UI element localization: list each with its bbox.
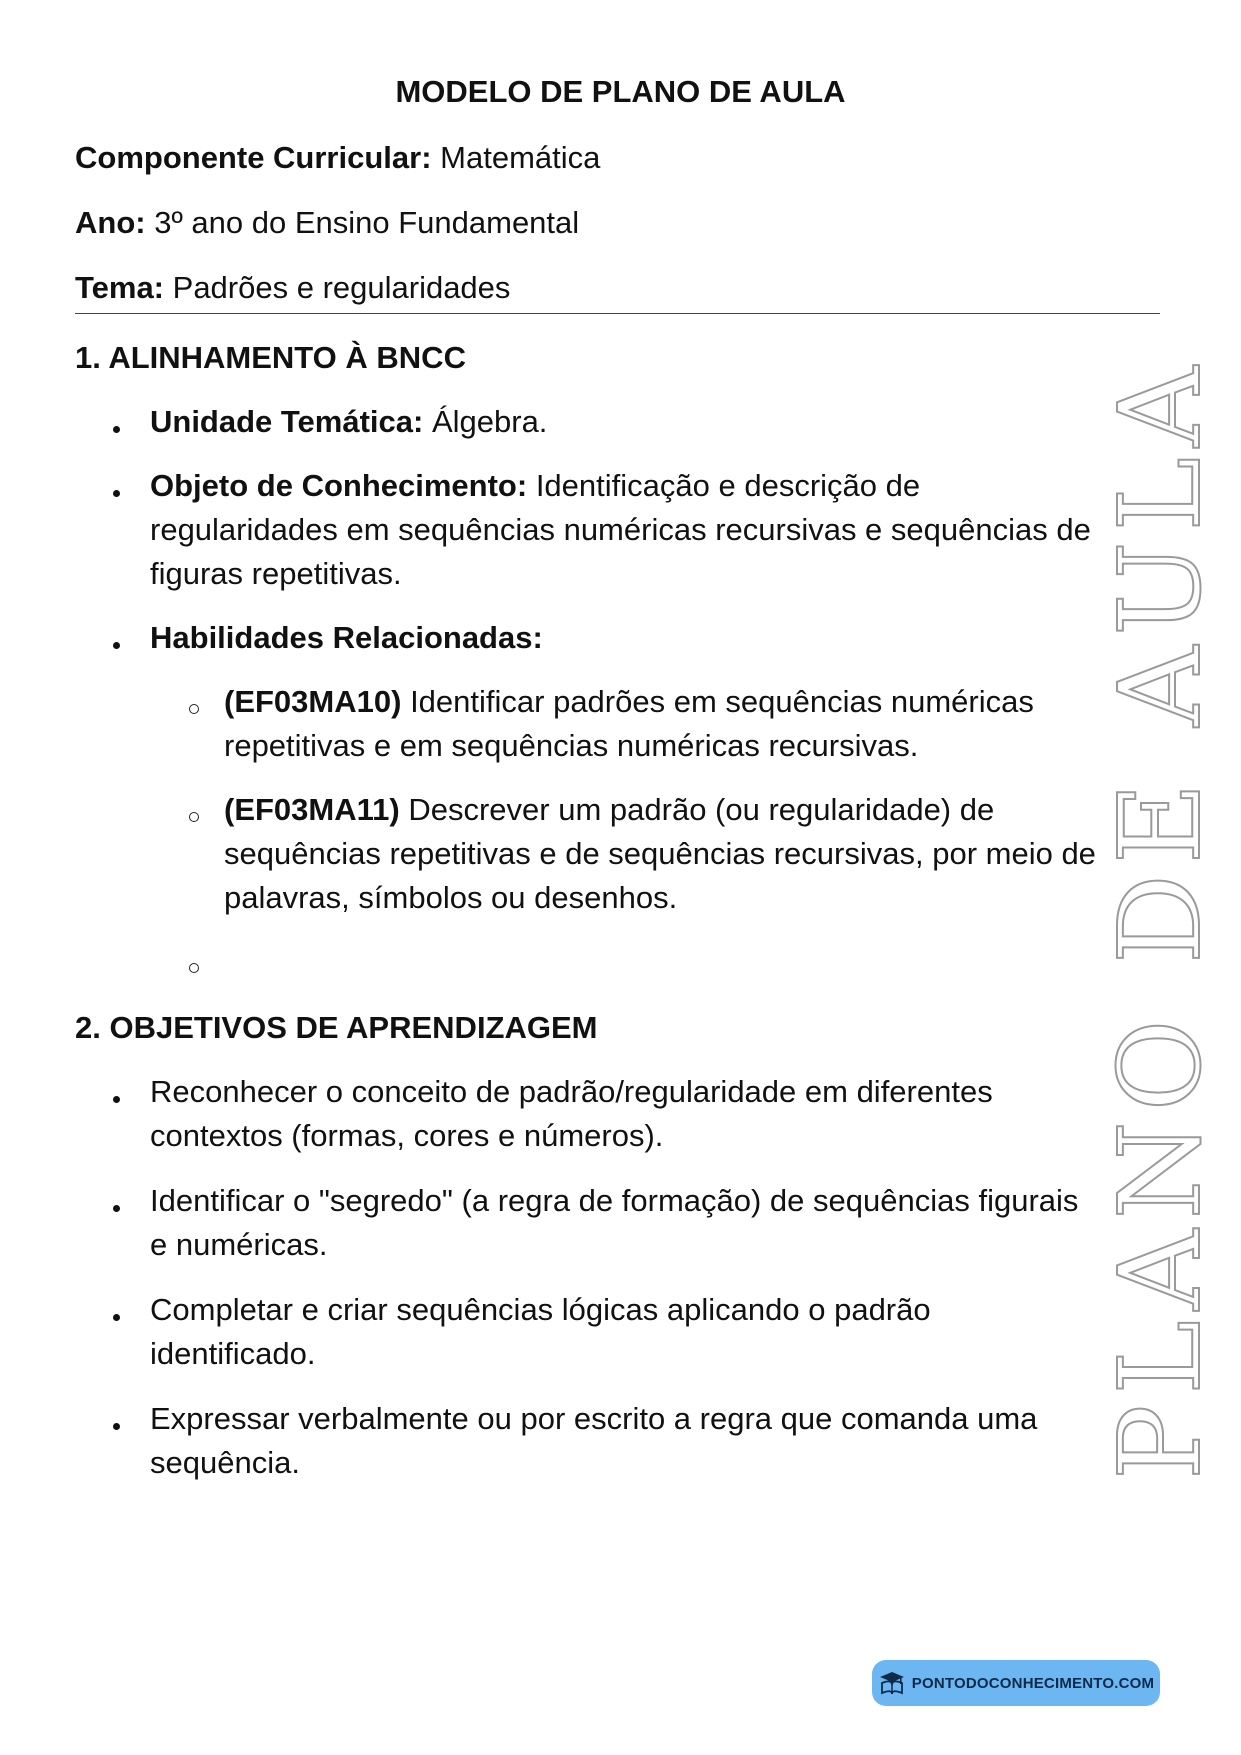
bullet-dot xyxy=(113,1423,120,1430)
meta-tema xyxy=(75,270,510,306)
bullet-dot xyxy=(113,1314,120,1321)
item-text-line: Completar e criar sequências lógicas aplicando o padrão xyxy=(150,1292,931,1327)
item-text-line: sequência. xyxy=(150,1445,300,1480)
item-text-line: Identificar o "segredo" (a regra de formação) de sequências figurais xyxy=(150,1183,1079,1218)
item-text-line: contextos (formas, cores e números). xyxy=(150,1118,664,1153)
bullet-dot xyxy=(113,426,120,433)
item-text-line: figuras repetitivas. xyxy=(150,556,402,591)
list-item-objetivo-3 xyxy=(150,1288,1160,1376)
item-label: Unidade Temática: xyxy=(150,404,424,439)
item-text-line: repetitivas e em sequências numéricas recursivas. xyxy=(224,728,919,763)
meta-componente xyxy=(75,140,600,176)
item-label: Objeto de Conhecimento: xyxy=(150,468,528,503)
bullet-dot xyxy=(113,1205,120,1212)
item-label: Habilidades Relacionadas: xyxy=(150,620,543,655)
item-text-line: e numéricas. xyxy=(150,1227,328,1262)
meta-label: Ano: xyxy=(75,205,146,240)
list-item-habilidades xyxy=(150,616,543,660)
item-text-line: Descrever um padrão (ou regularidade) de xyxy=(408,792,995,827)
meta-label: Tema: xyxy=(75,270,165,305)
item-text-line: Identificação e descrição de xyxy=(535,468,921,503)
watermark-text: PLANO DE AULA xyxy=(1096,356,1226,1480)
page-title: MODELO DE PLANO DE AULA xyxy=(395,74,846,109)
list-item-objetivo-4 xyxy=(150,1397,1160,1485)
item-text-line: palavras, símbolos ou desenhos. xyxy=(224,880,678,915)
bullet-dot xyxy=(113,642,120,649)
list-item-objetivo-1 xyxy=(150,1070,1160,1158)
list-item-objeto xyxy=(150,464,1160,596)
bullet-dot xyxy=(113,490,120,497)
divider xyxy=(75,313,1160,314)
meta-ano xyxy=(75,205,579,241)
site-badge[interactable] xyxy=(872,1660,1160,1706)
item-text-line: Reconhecer o conceito de padrão/regularidade em diferentes xyxy=(150,1074,993,1109)
section-1-title: 1. ALINHAMENTO À BNCC xyxy=(75,340,466,375)
item-text-line: sequências repetitivas e de sequências recursivas, por meio de xyxy=(224,836,1096,871)
item-text-line: identificado. xyxy=(150,1336,316,1371)
item-text-line: Expressar verbalmente ou por escrito a regra que comanda uma xyxy=(150,1401,1038,1436)
site-url: PONTODOCONHECIMENTO.COM xyxy=(911,1674,1155,1692)
section-2-title: 2. OBJETIVOS DE APRENDIZAGEM xyxy=(75,1010,598,1045)
list-item-objetivo-2 xyxy=(150,1179,1160,1267)
list-subitem-ef03ma11 xyxy=(224,788,1164,920)
list-item-unidade xyxy=(150,400,547,444)
bullet-circle xyxy=(189,704,199,714)
meta-label: Componente Curricular: xyxy=(75,140,432,175)
bullet-circle-empty xyxy=(189,963,199,973)
meta-value: Matemática xyxy=(440,140,601,175)
bullet-circle xyxy=(189,812,199,822)
graduation-book-icon xyxy=(878,1669,906,1697)
item-text-line: regularidades em sequências numéricas recursivas e sequências de xyxy=(150,512,1091,547)
list-subitem-ef03ma10 xyxy=(224,680,1164,768)
item-text: Álgebra. xyxy=(431,404,548,439)
meta-value: Padrões e regularidades xyxy=(172,270,511,305)
bullet-dot xyxy=(113,1096,120,1103)
item-text-line: Identificar padrões em sequências numéricas xyxy=(410,684,1034,719)
item-code: (EF03MA10) xyxy=(224,684,402,719)
item-code: (EF03MA11) xyxy=(224,792,400,827)
meta-value: 3º ano do Ensino Fundamental xyxy=(154,205,580,240)
